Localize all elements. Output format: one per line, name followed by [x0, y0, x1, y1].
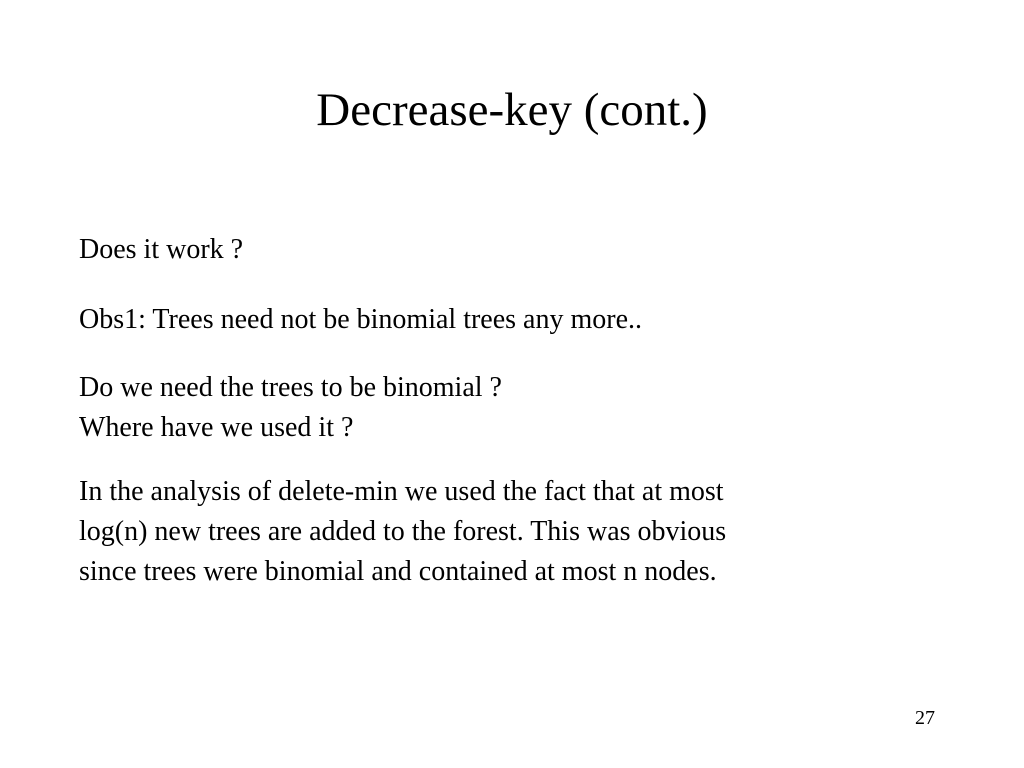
text-line: Does it work ?: [79, 234, 244, 265]
text-line: Obs1: Trees need not be binomial trees any more..: [79, 304, 643, 335]
paragraph-questions: [79, 368, 502, 448]
paragraph-observation-1: [79, 300, 642, 340]
paragraph-analysis: [79, 472, 726, 592]
text-line: log(n) new trees are added to the forest. This was obvious: [79, 516, 727, 547]
page-number: 27: [915, 707, 935, 729]
slide-title: Decrease-key (cont.): [316, 84, 708, 136]
text-line: since trees were binomial and contained at most n nodes.: [79, 556, 717, 587]
text-line: Do we need the trees to be binomial ?: [79, 372, 502, 403]
paragraph-does-it-work: [79, 230, 243, 270]
text-line: In the analysis of delete-min we used the fact that at most: [79, 476, 724, 507]
text-line: Where have we used it ?: [79, 412, 354, 443]
